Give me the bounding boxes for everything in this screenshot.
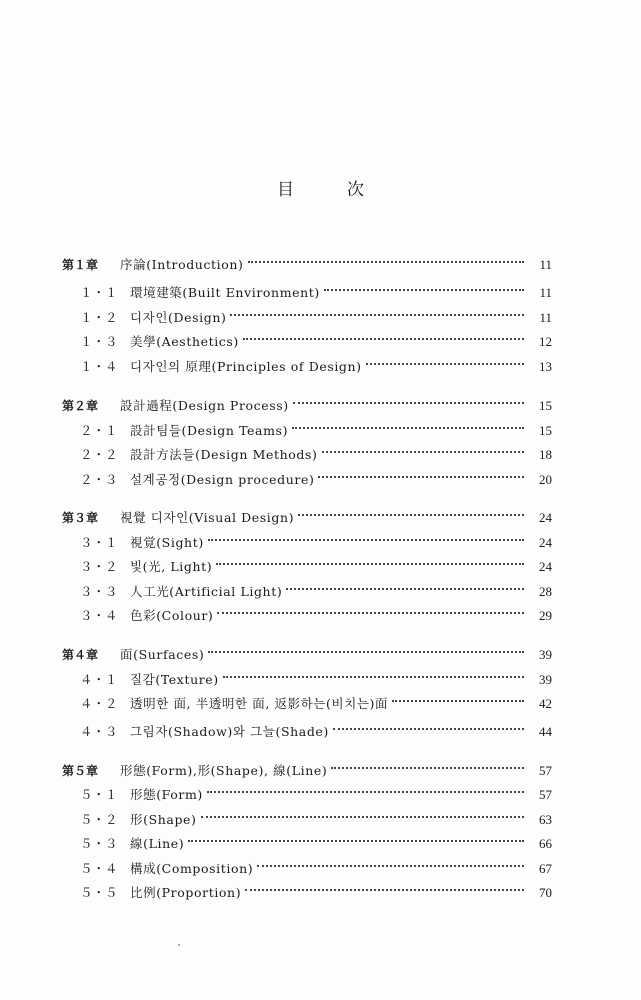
toc-section-row bbox=[62, 421, 552, 441]
toc-number: ４・１ bbox=[80, 672, 118, 687]
toc-page-number: 13 bbox=[539, 359, 552, 374]
dot-leader bbox=[216, 563, 524, 565]
dot-leader bbox=[208, 651, 524, 653]
toc-number: 第５章 bbox=[62, 764, 99, 778]
dot-leader bbox=[298, 514, 524, 516]
toc-title: 질감(Texture) bbox=[130, 672, 219, 687]
toc-title: 比例(Proportion) bbox=[130, 885, 242, 900]
toc-title: 人工光(Artificial Light) bbox=[130, 584, 283, 599]
toc-page-number: 18 bbox=[539, 447, 552, 462]
toc-title: 形態(Form) bbox=[130, 787, 203, 802]
dot-leader bbox=[223, 676, 524, 678]
toc-title: 線(Line) bbox=[130, 836, 185, 851]
toc-page-number: 11 bbox=[539, 257, 552, 272]
toc-page-number: 39 bbox=[539, 672, 552, 687]
toc-title: 形態(Form),形(Shape), 線(Line) bbox=[120, 763, 328, 778]
dot-leader bbox=[257, 865, 524, 867]
toc-page-number: 15 bbox=[539, 423, 552, 438]
toc-page-number: 39 bbox=[539, 647, 552, 662]
dot-leader bbox=[245, 889, 524, 891]
toc-section-row bbox=[62, 810, 552, 830]
toc-number: ５・２ bbox=[80, 812, 118, 827]
toc-number: １・３ bbox=[80, 334, 118, 349]
toc-page-number: 24 bbox=[539, 559, 552, 574]
toc-title: 設計過程(Design Process) bbox=[120, 398, 289, 413]
toc-chapter-row bbox=[62, 761, 552, 781]
toc-number: ５・１ bbox=[80, 787, 118, 802]
dot-leader bbox=[292, 427, 524, 429]
toc-number: ２・３ bbox=[80, 472, 118, 487]
toc-title: 設計팀들(Design Teams) bbox=[130, 423, 289, 438]
toc-number: ５・４ bbox=[80, 861, 118, 876]
dot-leader bbox=[293, 402, 524, 404]
toc-page-number: 70 bbox=[539, 885, 552, 900]
dot-leader bbox=[248, 261, 524, 263]
toc-page-number: 28 bbox=[539, 584, 552, 599]
toc-number: ３・２ bbox=[80, 559, 118, 574]
dot-leader bbox=[201, 816, 524, 818]
toc-page-number: 29 bbox=[539, 608, 552, 623]
dot-leader bbox=[333, 728, 524, 730]
toc-chapter-row bbox=[62, 396, 552, 416]
toc-number: 第４章 bbox=[62, 648, 99, 662]
toc-section-row bbox=[62, 470, 552, 490]
toc-page-number: 66 bbox=[539, 836, 552, 851]
toc-section-row bbox=[62, 834, 552, 854]
toc-page-number: 63 bbox=[539, 812, 552, 827]
toc-title: 디자인의 原理(Principles of Design) bbox=[130, 359, 362, 374]
toc-title: 設計方法들(Design Methods) bbox=[130, 447, 318, 462]
dot-leader bbox=[217, 612, 524, 614]
toc-title: 色彩(Colour) bbox=[130, 608, 214, 623]
toc-title: 構成(Composition) bbox=[130, 861, 254, 876]
toc-title: 面(Surfaces) bbox=[120, 647, 205, 662]
toc-number: ５・３ bbox=[80, 836, 118, 851]
toc-title: 美學(Aesthetics) bbox=[130, 334, 239, 349]
dot-leader bbox=[208, 539, 524, 541]
toc-section-row bbox=[62, 332, 552, 352]
toc-number: ５・５ bbox=[80, 885, 118, 900]
toc-section-row bbox=[62, 859, 552, 879]
toc-number: 第３章 bbox=[62, 511, 99, 525]
toc-chapter-row bbox=[62, 645, 552, 665]
toc-section-row bbox=[62, 557, 552, 577]
toc-page-number: 57 bbox=[539, 763, 552, 778]
toc-page-number: 11 bbox=[539, 285, 552, 300]
toc-section-row bbox=[62, 357, 552, 377]
toc-number: ４・２ bbox=[80, 696, 118, 711]
toc-number: １・１ bbox=[80, 285, 118, 300]
toc-number: 第１章 bbox=[62, 258, 99, 272]
dot-leader bbox=[324, 289, 524, 291]
toc-page-number: 20 bbox=[539, 472, 552, 487]
toc-section-row bbox=[62, 670, 552, 690]
toc-chapter-row bbox=[62, 508, 552, 528]
toc-number: ２・１ bbox=[80, 423, 118, 438]
toc-chapter-row bbox=[62, 255, 552, 275]
toc-section-row bbox=[62, 722, 552, 742]
dot-leader bbox=[207, 791, 524, 793]
page-speck bbox=[178, 944, 180, 946]
toc-number: ３・３ bbox=[80, 584, 118, 599]
toc-section-row bbox=[62, 883, 552, 903]
toc-number: １・２ bbox=[80, 310, 118, 325]
toc-page-number: 44 bbox=[539, 724, 552, 739]
toc-page-number: 15 bbox=[539, 398, 552, 413]
toc-section-row bbox=[62, 533, 552, 553]
dot-leader bbox=[188, 840, 524, 842]
toc-page-number: 24 bbox=[539, 510, 552, 525]
toc-title: 環境建築(Built Environment) bbox=[130, 285, 320, 300]
dot-leader bbox=[230, 314, 524, 316]
toc-title: 디자인(Design) bbox=[130, 310, 227, 325]
toc-section-row bbox=[62, 694, 552, 714]
toc-number: ３・１ bbox=[80, 535, 118, 550]
toc-number: １・４ bbox=[80, 359, 118, 374]
toc-page-number: 67 bbox=[539, 861, 552, 876]
dot-leader bbox=[286, 588, 524, 590]
toc-number: ４・３ bbox=[80, 724, 118, 739]
page-title: 目 次 bbox=[277, 180, 382, 200]
toc-number: 第２章 bbox=[62, 399, 99, 413]
toc-page-number: 57 bbox=[539, 787, 552, 802]
dot-leader bbox=[322, 451, 525, 453]
toc-number: ２・２ bbox=[80, 447, 118, 462]
toc-title: 그림자(Shadow)와 그늘(Shade) bbox=[130, 724, 329, 739]
dot-leader bbox=[318, 476, 524, 478]
toc-section-row bbox=[62, 308, 552, 328]
toc-page-number: 12 bbox=[539, 334, 552, 349]
toc-section-row bbox=[62, 445, 552, 465]
toc-page-number: 11 bbox=[539, 310, 552, 325]
dot-leader bbox=[331, 767, 524, 769]
toc-title: 形(Shape) bbox=[130, 812, 197, 827]
dot-leader bbox=[243, 338, 524, 340]
toc-section-row bbox=[62, 606, 552, 626]
toc-page-number: 24 bbox=[539, 535, 552, 550]
toc-section-row bbox=[62, 785, 552, 805]
toc-section-row bbox=[62, 582, 552, 602]
toc-page-number: 42 bbox=[539, 696, 552, 711]
toc-title: 빛(光, Light) bbox=[130, 559, 213, 574]
dot-leader bbox=[366, 363, 524, 365]
toc-title: 透明한 面, 半透明한 面, 返影하는(비치는)面 bbox=[130, 696, 389, 711]
toc-title: 視覺 디자인(Visual Design) bbox=[120, 510, 295, 525]
toc-number: ３・４ bbox=[80, 608, 118, 623]
toc-section-row bbox=[62, 283, 552, 303]
toc-title: 視覚(Sight) bbox=[130, 535, 204, 550]
dot-leader bbox=[392, 700, 524, 702]
toc-title: 설계공정(Design procedure) bbox=[130, 472, 315, 487]
toc-title: 序論(Introduction) bbox=[120, 257, 244, 272]
